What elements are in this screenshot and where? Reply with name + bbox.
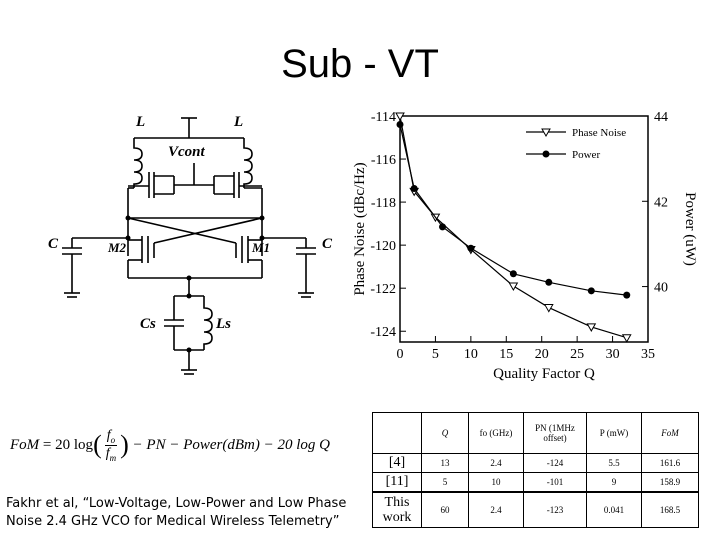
series-point xyxy=(588,287,595,294)
y-left-tick-label: -116 xyxy=(370,153,396,169)
x-tick-label: 15 xyxy=(499,347,514,362)
y-left-axis-label: Phase Noise (dBc/Hz) xyxy=(352,162,368,296)
y-left-tick-label: -114 xyxy=(370,110,396,125)
formula-lhs: FoM xyxy=(10,436,40,453)
series-point xyxy=(397,121,404,128)
series-point xyxy=(623,292,630,299)
table-cell-ref: [11] xyxy=(373,473,422,493)
table-header-q: Q xyxy=(422,413,469,454)
inductor-left-label: L xyxy=(136,114,146,130)
table-cell: 9 xyxy=(587,473,642,493)
citation-text: Fakhr et al, “Low-Voltage, Low-Power and Low Phase Noise 2.4 GHz VCO for Medical Wireless Telemetry” xyxy=(6,496,347,529)
y-right-tick-label: 44 xyxy=(654,110,668,125)
formula-rest: − PN − Power(dBm) − 20 log Q xyxy=(132,436,330,453)
formula-num-sub: o xyxy=(110,434,116,445)
inductor-right-label: L xyxy=(234,114,244,130)
x-axis-label: Quality Factor Q xyxy=(493,366,595,382)
slide-title: Sub - VT xyxy=(281,42,439,86)
series-point xyxy=(439,223,446,230)
y-left-tick-label: -118 xyxy=(370,196,396,212)
formula-den-sub: m xyxy=(109,452,117,463)
table-cell: -124 xyxy=(524,454,587,473)
series-point xyxy=(411,185,418,192)
y-right-tick-label: 40 xyxy=(654,280,668,296)
x-tick-label: 20 xyxy=(534,347,549,362)
formula-den: f xyxy=(105,445,110,461)
series-point xyxy=(545,279,552,286)
table-cell: 5.5 xyxy=(587,454,642,473)
table-header-row xyxy=(373,413,699,454)
table-header-blank xyxy=(373,413,422,454)
table-cell: 5 xyxy=(422,473,469,493)
formula-num: f xyxy=(106,428,111,443)
series-point xyxy=(467,245,474,252)
table-cell: 158.9 xyxy=(642,473,699,493)
series-point xyxy=(510,270,517,277)
table-cell: 13 xyxy=(422,454,469,473)
table-row xyxy=(373,454,699,473)
y-right-tick-label: 42 xyxy=(654,195,668,211)
cap-right-label: C xyxy=(322,236,333,252)
y-left-tick-label: -122 xyxy=(370,282,396,298)
table-cell: 0.041 xyxy=(587,492,642,528)
table-cell: -123 xyxy=(524,492,587,528)
legend-label: Phase Noise xyxy=(572,127,627,139)
y-right-axis-label: Power (uW) xyxy=(682,192,698,266)
table-cell: 2.4 xyxy=(469,492,524,528)
table-header-pn: PN (1MHz offset) xyxy=(524,413,587,454)
table-cell: -101 xyxy=(524,473,587,493)
transistor-m1-label: M1 xyxy=(252,240,271,255)
y-left-tick-label: -124 xyxy=(370,325,396,341)
table-row xyxy=(373,492,699,528)
plot-frame xyxy=(400,116,648,342)
formula-fraction xyxy=(105,428,117,463)
transistor-m2-label: M2 xyxy=(108,240,127,255)
comparison-table xyxy=(372,412,699,528)
table-row xyxy=(373,473,699,493)
y-left-tick-label: -120 xyxy=(370,239,396,255)
formula-eq: = 20 log xyxy=(42,436,94,453)
table-cell-ref: This work xyxy=(373,492,422,528)
vco-circuit-schematic xyxy=(44,108,344,384)
x-tick-label: 35 xyxy=(641,347,655,362)
series-point xyxy=(509,283,517,290)
control-voltage-label: Vcont xyxy=(168,144,205,160)
table-header-p: P (mW) xyxy=(587,413,642,454)
series-point xyxy=(545,305,553,312)
series-point xyxy=(623,335,631,342)
x-tick-label: 30 xyxy=(605,347,620,362)
x-tick-label: 25 xyxy=(570,347,585,362)
legend-label: Power xyxy=(572,149,601,161)
cap-left-label: C xyxy=(48,236,59,252)
table-header-fo: fo (GHz) xyxy=(469,413,524,454)
table-cell-ref: [4] xyxy=(373,454,422,473)
x-tick-label: 0 xyxy=(396,347,404,362)
table-cell: 60 xyxy=(422,492,469,528)
table-header-fom: FoM xyxy=(642,413,699,454)
phase-noise-power-chart xyxy=(348,104,698,384)
table-cell: 2.4 xyxy=(469,454,524,473)
source-inductor-label: Ls xyxy=(216,316,231,332)
x-tick-label: 10 xyxy=(463,347,478,362)
table-cell: 161.6 xyxy=(642,454,699,473)
table-cell: 10 xyxy=(469,473,524,493)
table-cell: 168.5 xyxy=(642,492,699,528)
source-cap-label: Cs xyxy=(140,316,156,332)
x-tick-label: 5 xyxy=(431,347,439,362)
fom-formula: FoM = 20 log ( $\frac{f_o}{f_m}$ ) − PN − Power(dBm) − 20 log Q xyxy=(10,428,330,463)
legend-marker xyxy=(543,151,550,158)
